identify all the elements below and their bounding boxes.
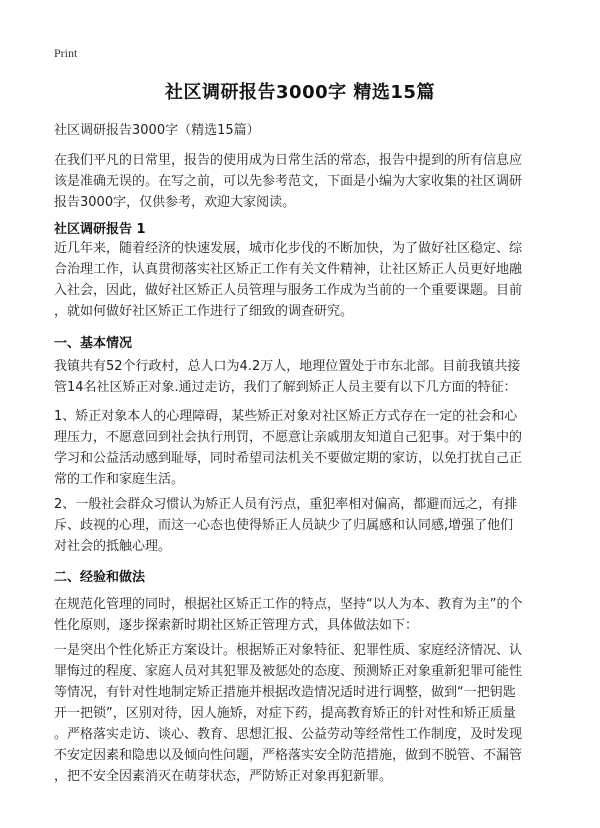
experience-paragraph (54, 594, 574, 636)
text-line: 一是突出个性化矫正方案设计。根据矫正对象特征、犯罪性质、家庭经济情况、认 (54, 643, 523, 658)
text-line: 1、矫正对象本人的心理障碍，某些矫正对象对社区矫正方式存在一定的社会和心 (54, 409, 518, 424)
text-line: 管14名社区矫正对象.通过走访，我们了解到矫正人员主要有以下几方面的特征： (54, 380, 517, 395)
text-line: 我镇共有52个行政村，总人口为4.2万人，地理位置处于市东北部。目前我镇共接 (54, 359, 521, 374)
text-line: 性化原则，逐步探索新时期社区矫正管理方式，具体做法如下： (54, 618, 419, 633)
experience-1-paragraph (54, 640, 574, 787)
subtitle: 社区调研报告3000字（精选15篇） (54, 123, 260, 138)
text-line: 开一把锁”，区别对待，因人施矫，对症下药，提高教育矫正的针对性和矫正质量 (54, 706, 516, 721)
text-line: 。严格落实走访、谈心、教育、思想汇报、公益劳动等经常性工作制度，及时发现 (54, 727, 523, 742)
text-line: 报告3000字，仅供参考，欢迎大家阅读。 (54, 195, 296, 210)
text-line: 学习和公益活动感到耻辱，同时希望司法机关不要做定期的家访，以免打扰自己正 (54, 451, 523, 466)
intro-paragraph (54, 150, 574, 213)
page-title: 社区调研报告3000字 精选15篇 (165, 82, 435, 103)
text-line: 等情况，有针对性地制定矫正措施并根据改造情况适时进行调整，做到“一把钥匙 (54, 685, 516, 700)
text-line: 不安定因素和隐患以及倾向性问题，严格落实安全防范措施，做到不脱管、不漏管 (54, 748, 523, 763)
text-line: 近几年来，随着经济的快速发展，城市化步伐的不断加快，为了做好社区稳定、综 (54, 241, 523, 256)
report-1-paragraph (54, 238, 574, 322)
text-line: 在我们平凡的日常里，报告的使用成为日常生活的常态，报告中提到的所有信息应 (54, 153, 523, 168)
text-line: ，就如何做好社区矫正工作进行了细致的调查研究。 (54, 304, 354, 319)
text-line: 斥、歧视的心理，而这一心态也使得矫正人员缺少了归属感和认同感,增强了他们 (54, 518, 514, 533)
text-line: 对社会的抵触心理。 (54, 539, 172, 554)
text-line: ，把不安全因素消灭在萌芽状态，严防矫正对象再犯新罪。 (54, 769, 393, 784)
text-line: 合治理工作，认真贯彻落实社区矫正工作有关文件精神，让社区矫正人员更好地融 (54, 262, 523, 277)
print-link[interactable]: Print (54, 46, 78, 60)
point-1-paragraph (54, 406, 574, 490)
basic-paragraph (54, 356, 574, 398)
text-line: 2、一般社会群众习惯认为矫正人员有污点，重犯率相对偏高，都避而远之，有排 (54, 497, 518, 512)
text-line: 常的工作和家庭生活。 (54, 472, 185, 487)
text-line: 理压力，不愿意回到社会执行刑罚，不愿意让亲戚朋友知道自己犯事。对于集中的 (54, 430, 523, 445)
text-line: 该是准确无误的。在写之前，可以先参考范文，下面是小编为大家收集的社区调研 (54, 174, 523, 189)
section-heading-basic: 一、基本情况 (54, 336, 133, 351)
section-heading-experience: 二、经验和做法 (54, 570, 146, 585)
text-line: 在规范化管理的同时，根据社区矫正工作的特点，坚持“以人为本、教育为主”的个 (54, 597, 523, 612)
text-line: 入社会，因此，做好社区矫正人员管理与服务工作成为当前的一个重要课题。目前 (54, 283, 523, 298)
section-heading-report-1: 社区调研报告 1 (54, 222, 146, 237)
point-2-paragraph (54, 494, 574, 557)
text-line: 罪悔过的程度、家庭人员对其犯罪及被惩处的态度、预测矫正对象重新犯罪可能性 (54, 664, 523, 679)
